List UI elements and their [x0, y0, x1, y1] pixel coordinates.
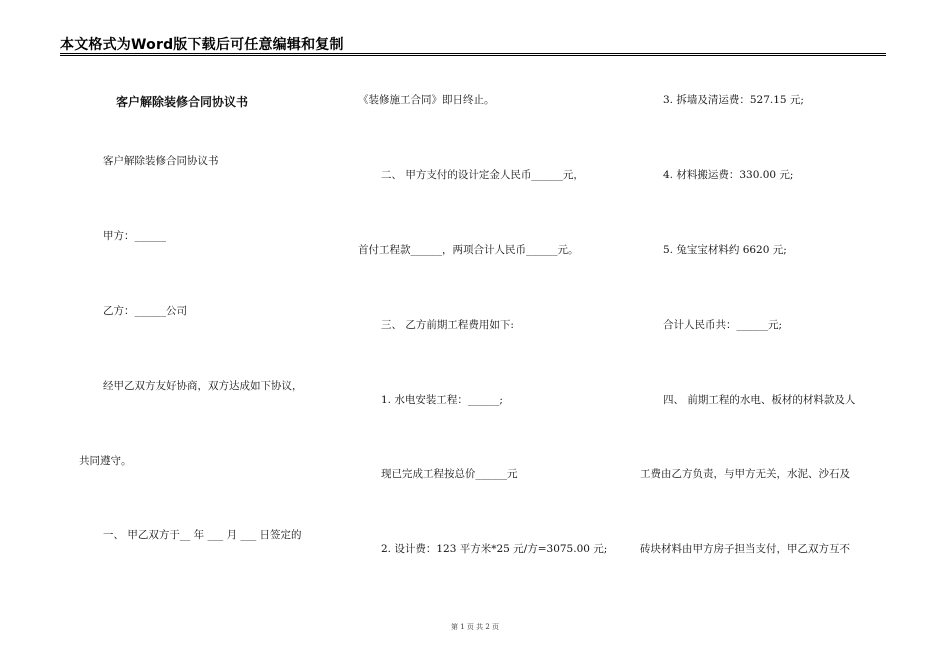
col2-line: 1. 水电安装工程：______;: [381, 394, 503, 406]
col1-line: 客户解除装修合同协议书: [103, 155, 219, 167]
col1-line: 甲方：______: [103, 230, 166, 242]
col2-line: 首付工程款______，两项合计人民币______元。: [358, 244, 579, 256]
col1-line: 共同遵守。: [79, 455, 132, 467]
col1-line: 经甲乙双方友好协商，双方达成如下协议，: [103, 380, 303, 392]
col3-line: 3. 拆墙及清运费：527.15 元;: [663, 94, 804, 106]
col1-line: 乙方：______公司: [103, 305, 187, 317]
col3-line: 四、 前期工程的水电、板材的材料款及人: [663, 394, 856, 406]
col3-line: 5. 兔宝宝材料约 6620 元;: [663, 244, 787, 256]
page-number: 第 1 页 共 2 页: [450, 623, 500, 631]
col2-line: 三、 乙方前期工程费用如下:: [381, 319, 514, 331]
col2-line: 二、 甲方支付的设计定金人民币______元，: [381, 169, 584, 181]
col3-line: 合计人民币共：______元;: [663, 319, 783, 331]
document-header-title: 本文格式为Word版下载后可任意编辑和复制: [60, 37, 344, 53]
col1-line: 一、 甲乙双方于__ 年 ___ 月 ___ 日签定的: [103, 529, 302, 541]
header-rule: [60, 53, 886, 56]
document-title: 客户解除装修合同协议书: [116, 95, 249, 109]
col2-line: 《装修施工合同》即日终止。: [358, 94, 495, 106]
col3-line: 砖块材料由甲方房子担当支付，甲乙双方互不: [640, 543, 850, 555]
col2-line: 现已完成工程按总价______元: [381, 468, 518, 480]
col3-line: 工费由乙方负责，与甲方无关，水泥、沙石及: [640, 468, 850, 480]
col2-line: 2. 设计费：123 平方米*25 元/方=3075.00 元;: [381, 543, 608, 555]
col3-line: 4. 材料搬运费：330.00 元;: [663, 169, 794, 181]
